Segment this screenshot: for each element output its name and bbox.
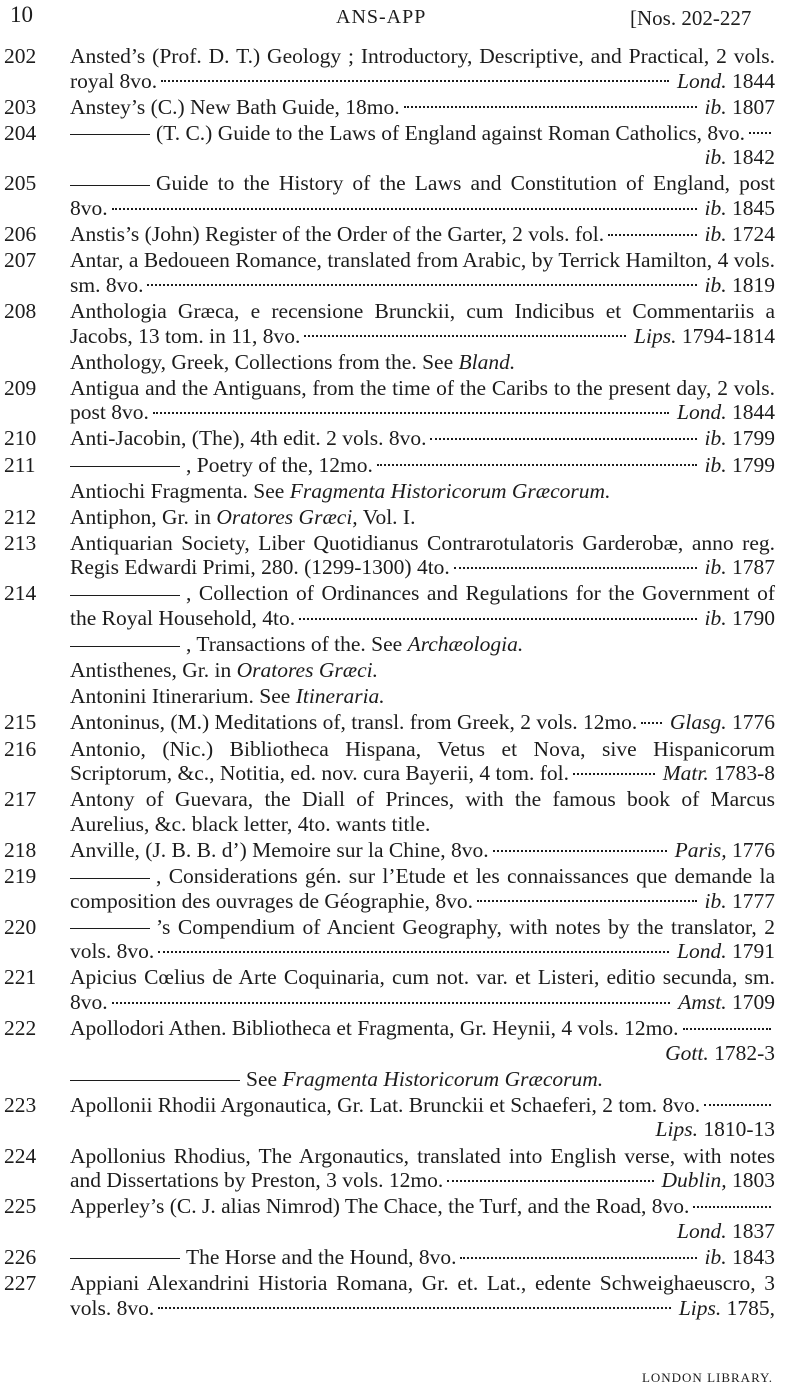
entry-number: 207 bbox=[4, 248, 37, 273]
entry-body bbox=[70, 222, 775, 247]
dot-leader bbox=[404, 106, 697, 108]
entry-text: Anthologia Græca, e recensione Brunckii, cum Indicibus et Commentariis a Jacobs, 13 tom. in 11, 8vo. bbox=[70, 298, 775, 348]
running-title: ANS-APP bbox=[336, 6, 427, 28]
imprint-year: 1807 bbox=[732, 94, 775, 119]
cross-reference: Oratores Græci. bbox=[236, 658, 378, 683]
catalogue-entry bbox=[0, 299, 801, 348]
imprint-year: 1844 bbox=[732, 68, 775, 93]
catalogue-entry bbox=[0, 632, 801, 657]
entry-number: 225 bbox=[4, 1194, 37, 1219]
imprint-year: 1843 bbox=[732, 1244, 775, 1269]
imprint-year: 1785, bbox=[726, 1295, 775, 1320]
catalogue-entry bbox=[0, 426, 801, 451]
imprint-year: 1790 bbox=[732, 606, 775, 631]
entry-body bbox=[70, 1016, 775, 1065]
imprint bbox=[705, 1245, 775, 1270]
imprint bbox=[656, 1117, 775, 1142]
imprint-year: 1776 bbox=[732, 710, 775, 735]
catalogue-entry bbox=[0, 915, 801, 964]
imprint-place: ib. bbox=[704, 888, 727, 913]
imprint bbox=[705, 453, 775, 478]
cross-reference: Itineraria. bbox=[295, 684, 385, 709]
cross-reference: Oratores Græci, bbox=[216, 504, 358, 529]
ditto-rule bbox=[70, 185, 150, 186]
entry-number: 215 bbox=[4, 710, 37, 735]
imprint bbox=[634, 324, 775, 349]
dot-leader bbox=[477, 900, 696, 902]
catalogue-entry bbox=[0, 1144, 801, 1193]
ditto-rule bbox=[70, 1080, 240, 1081]
entry-text: (T. C.) Guide to the Laws of England against Roman Catholics, 8vo. bbox=[156, 120, 745, 145]
dot-leader bbox=[447, 1180, 653, 1182]
imprint-place: ib. bbox=[704, 196, 727, 221]
dot-leader bbox=[641, 722, 662, 724]
ditto-rule bbox=[70, 595, 180, 596]
catalogue-entry bbox=[0, 1093, 801, 1142]
entry-text: , Poetry of the, 12mo. bbox=[186, 452, 373, 477]
imprint-place: Amst. bbox=[678, 989, 727, 1014]
entry-text: Antoninus, (M.) Meditations of, transl. from Greek, 2 vols. 12mo. bbox=[70, 710, 638, 735]
imprint-year: 1810-13 bbox=[703, 1117, 775, 1142]
dot-leader bbox=[158, 1307, 671, 1309]
imprint-place: Dublin, bbox=[661, 1168, 727, 1193]
entry-text: , Considerations gén. sur l’Etude et les connaissances que demande la composition des ouvrages de Géographie, 8vo. bbox=[70, 864, 775, 913]
dot-leader bbox=[460, 1257, 696, 1259]
entry-text: Antonini Itinerarium. See bbox=[70, 684, 291, 709]
imprint bbox=[678, 990, 775, 1015]
entry-body bbox=[70, 864, 775, 913]
entry-text: Antiphon, Gr. in bbox=[70, 504, 211, 529]
dot-leader bbox=[693, 1206, 771, 1208]
catalogue-entry bbox=[0, 838, 801, 863]
imprint-year: 1791 bbox=[732, 939, 775, 964]
imprint-place: Lond. bbox=[677, 939, 727, 964]
catalogue-entry bbox=[0, 95, 801, 120]
imprint-place: Lond. bbox=[677, 68, 727, 93]
imprint-place: ib. bbox=[704, 222, 727, 247]
imprint-place: Glasg. bbox=[669, 710, 727, 735]
entry-text: Ansted’s (Prof. D. T.) Geology ; Introductory, Descriptive, and Practical, 2 vols. royal 8vo. bbox=[70, 44, 775, 93]
imprint-year: 1794-1814 bbox=[681, 323, 775, 348]
entry-body bbox=[70, 299, 775, 348]
entry-text: Anville, (J. B. B. d’) Memoire sur la Chine, 8vo. bbox=[70, 837, 489, 862]
entry-number: 210 bbox=[4, 426, 37, 451]
entry-body bbox=[70, 838, 775, 863]
dot-leader bbox=[749, 132, 771, 134]
imprint-year: 1799 bbox=[732, 452, 775, 477]
entry-number: 219 bbox=[4, 864, 37, 888]
imprint bbox=[665, 1041, 775, 1066]
catalogue-entry bbox=[0, 531, 801, 580]
entry-body bbox=[70, 531, 775, 580]
entry-number: 223 bbox=[4, 1092, 37, 1117]
entry-number: 211 bbox=[4, 452, 36, 477]
dot-leader bbox=[573, 773, 655, 775]
imprint-year: 1844 bbox=[732, 400, 775, 425]
cross-reference: Fragmenta Historicorum Græcorum. bbox=[289, 478, 611, 503]
imprint bbox=[705, 95, 775, 120]
entry-text: Guide to the History of the Laws and Constitution of England, post 8vo. bbox=[70, 171, 775, 221]
dot-leader bbox=[161, 80, 669, 82]
imprint bbox=[663, 761, 775, 786]
imprint bbox=[679, 1296, 775, 1321]
entry-text: Apicius Cœlius de Arte Coquinaria, cum not. var. et Listeri, editio secunda, sm. 8vo. bbox=[70, 965, 775, 1014]
imprint-place: ib. bbox=[704, 94, 727, 119]
entry-number: 221 bbox=[4, 965, 37, 990]
catalogue-entry bbox=[0, 248, 801, 297]
catalogue-entry bbox=[0, 350, 801, 375]
imprint bbox=[677, 939, 775, 964]
imprint-place: Gott. bbox=[665, 1040, 709, 1065]
imprint bbox=[705, 196, 775, 221]
dot-leader bbox=[377, 464, 697, 466]
catalogue-entry bbox=[0, 737, 801, 786]
entry-number: 226 bbox=[4, 1244, 37, 1269]
imprint bbox=[677, 69, 775, 94]
entry-body bbox=[70, 426, 775, 451]
entry-text: Antisthenes, Gr. in bbox=[70, 658, 232, 683]
ditto-rule bbox=[70, 466, 180, 467]
catalogue-entry bbox=[0, 1271, 801, 1320]
entry-text: The Horse and the Hound, 8vo. bbox=[186, 1244, 457, 1269]
library-stamp: LONDON LIBRARY. bbox=[641, 1370, 773, 1385]
catalogue-entry bbox=[0, 864, 801, 913]
entry-body bbox=[70, 479, 775, 504]
entry-body bbox=[70, 376, 775, 425]
ditto-rule bbox=[70, 1258, 180, 1259]
entry-text: Antar, a Bedoueen Romance, translated from Arabic, by Terrick Hamilton, 4 vols. sm. 8vo. bbox=[70, 248, 775, 297]
ditto-rule bbox=[70, 928, 150, 929]
entry-body bbox=[70, 710, 775, 735]
imprint-place: ib. bbox=[704, 606, 727, 631]
entry-text: Antiquarian Society, Liber Quotidianus Contrarotulatoris Garderobæ, anno reg. Regis Edwardi Primi, 280. (1299-1300) 4to. bbox=[70, 530, 775, 580]
catalogue-entry bbox=[0, 1067, 801, 1092]
cross-reference: Archæologia. bbox=[407, 632, 524, 657]
entry-body bbox=[70, 787, 775, 836]
entry-text: Anstis’s (John) Register of the Order of the Garter, 2 vols. fol. bbox=[70, 222, 605, 247]
entry-body bbox=[70, 44, 775, 93]
dot-leader bbox=[608, 234, 696, 236]
entry-number: 209 bbox=[4, 375, 37, 400]
catalogue-entry bbox=[0, 171, 801, 220]
entry-text: Anstey’s (C.) New Bath Guide, 18mo. bbox=[70, 94, 400, 119]
imprint-year: 1837 bbox=[732, 1218, 775, 1243]
entry-number: 220 bbox=[4, 914, 37, 939]
dot-leader bbox=[153, 412, 669, 414]
entry-number: 222 bbox=[4, 1016, 37, 1041]
entry-body bbox=[70, 350, 775, 375]
entry-text: , Transactions of the. See bbox=[186, 632, 403, 657]
imprint-place: ib. bbox=[704, 145, 727, 170]
imprint-place: ib. bbox=[704, 452, 727, 477]
entry-tail: Vol. I. bbox=[362, 504, 416, 529]
dot-leader bbox=[683, 1028, 772, 1030]
imprint bbox=[705, 222, 775, 247]
imprint-place: Matr. bbox=[662, 761, 709, 786]
imprint-place: Lips. bbox=[678, 1295, 722, 1320]
catalogue-entry bbox=[0, 710, 801, 735]
catalogue-entry bbox=[0, 658, 801, 683]
entry-body bbox=[70, 1271, 775, 1320]
entry-text: ’s Compendium of Ancient Geography, with notes by the translator, 2 vols. 8vo. bbox=[70, 914, 775, 964]
imprint-year: 1777 bbox=[732, 888, 775, 913]
entry-body bbox=[70, 965, 775, 1014]
entry-text: Antony of Guevara, the Diall of Princes, with the famous book of Marcus Aurelius, &c. black letter, 4to. wants title. bbox=[70, 787, 775, 836]
entry-body bbox=[70, 658, 775, 683]
imprint-place: Lond. bbox=[677, 1218, 727, 1243]
entry-text: Apollonius Rhodius, The Argonautics, translated into English verse, with notes and Dissertations by Preston, 3 vols. 12mo. bbox=[70, 1143, 775, 1193]
entry-range: [Nos. 202-227 bbox=[630, 6, 752, 30]
entry-body bbox=[70, 248, 775, 297]
imprint-place: Lips. bbox=[634, 323, 677, 348]
catalogue-entry bbox=[0, 222, 801, 247]
dot-leader bbox=[304, 335, 626, 337]
catalogue-entry bbox=[0, 453, 801, 478]
entry-number: 204 bbox=[4, 120, 37, 145]
entry-body bbox=[70, 505, 775, 530]
entry-number: 217 bbox=[4, 787, 37, 812]
dot-leader bbox=[493, 850, 667, 852]
dot-leader bbox=[147, 284, 696, 286]
catalogue-entries bbox=[0, 44, 801, 1322]
imprint bbox=[670, 710, 775, 735]
imprint-year: 1783-8 bbox=[714, 761, 775, 786]
entry-number: 212 bbox=[4, 504, 37, 529]
dot-leader bbox=[704, 1104, 771, 1106]
ditto-rule bbox=[70, 134, 150, 135]
imprint-year: 1709 bbox=[732, 989, 775, 1014]
entry-number: 202 bbox=[4, 44, 37, 68]
cross-reference: Fragmenta Historicorum Græcorum. bbox=[282, 1066, 604, 1091]
dot-leader bbox=[112, 208, 697, 210]
imprint bbox=[677, 400, 775, 425]
entry-body bbox=[70, 684, 775, 709]
dot-leader bbox=[112, 1002, 671, 1004]
entry-body bbox=[70, 1245, 775, 1270]
cross-reference: Bland. bbox=[458, 349, 516, 374]
entry-body bbox=[70, 1194, 775, 1243]
dot-leader bbox=[454, 567, 697, 569]
dot-leader bbox=[430, 438, 696, 440]
catalogue-entry bbox=[0, 1194, 801, 1243]
entry-number: 218 bbox=[4, 837, 37, 862]
imprint bbox=[705, 606, 775, 631]
entry-body bbox=[70, 1093, 775, 1142]
running-header bbox=[0, 0, 801, 40]
entry-body bbox=[70, 1067, 775, 1092]
dot-leader bbox=[158, 951, 669, 953]
entry-body bbox=[70, 121, 775, 170]
entry-text: See bbox=[246, 1066, 278, 1091]
imprint bbox=[675, 838, 775, 863]
entry-text: Anthology, Greek, Collections from the. See bbox=[70, 349, 454, 374]
imprint-year: 1776 bbox=[732, 837, 775, 862]
catalogue-entry bbox=[0, 121, 801, 170]
catalogue-entry bbox=[0, 44, 801, 93]
imprint bbox=[677, 1219, 775, 1244]
catalogue-entry bbox=[0, 1245, 801, 1270]
entry-text: Apperley’s (C. J. alias Nimrod) The Chace, the Turf, and the Road, 8vo. bbox=[70, 1194, 690, 1219]
entry-text: Appiani Alexandrini Historia Romana, Gr. et. Lat., edente Schweighaeuscro, 3 vols. 8vo. bbox=[70, 1271, 775, 1320]
ditto-rule bbox=[70, 878, 150, 879]
catalogue-entry bbox=[0, 505, 801, 530]
imprint-year: 1782-3 bbox=[714, 1040, 775, 1065]
entry-body bbox=[70, 632, 775, 657]
imprint bbox=[705, 889, 775, 914]
imprint-year: 1787 bbox=[732, 555, 775, 580]
imprint bbox=[705, 145, 775, 170]
entry-body bbox=[70, 737, 775, 786]
entry-number: 224 bbox=[4, 1143, 37, 1168]
catalogue-entry bbox=[0, 1016, 801, 1065]
page-number: 10 bbox=[10, 2, 33, 27]
entry-body bbox=[70, 453, 775, 478]
entry-number: 208 bbox=[4, 298, 37, 323]
entry-text: Apollodori Athen. Bibliotheca et Fragmenta, Gr. Heynii, 4 vols. 12mo. bbox=[70, 1016, 679, 1041]
imprint-place: ib. bbox=[704, 272, 727, 297]
imprint bbox=[705, 426, 775, 451]
imprint-place: Lond. bbox=[677, 400, 727, 425]
catalogue-entry bbox=[0, 684, 801, 709]
imprint-year: 1724 bbox=[732, 222, 775, 247]
imprint-year: 1845 bbox=[732, 196, 775, 221]
entry-body bbox=[70, 1144, 775, 1193]
ditto-rule bbox=[70, 646, 180, 647]
imprint bbox=[705, 555, 775, 580]
entry-text: Antiochi Fragmenta. See bbox=[70, 478, 285, 503]
entry-text: Anti-Jacobin, (The), 4th edit. 2 vols. 8vo. bbox=[70, 426, 427, 451]
entry-number: 206 bbox=[4, 222, 37, 247]
catalogue-entry bbox=[0, 581, 801, 630]
entry-text: , Collection of Ordinances and Regulations for the Government of the Royal Household, 4to. bbox=[70, 581, 775, 631]
entry-text: Apollonii Rhodii Argonautica, Gr. Lat. Brunckii et Schaeferi, 2 tom. 8vo. bbox=[70, 1092, 701, 1117]
entry-number: 216 bbox=[4, 736, 37, 761]
imprint bbox=[662, 1168, 775, 1193]
entry-body bbox=[70, 581, 775, 630]
imprint-year: 1803 bbox=[732, 1168, 775, 1193]
entry-text: Antigua and the Antiguans, from the time of the Caribs to the present day, 2 vols. post 8vo. bbox=[70, 375, 775, 425]
imprint-year: 1819 bbox=[732, 272, 775, 297]
entry-number: 227 bbox=[4, 1271, 37, 1295]
entry-text: Antonio, (Nic.) Bibliotheca Hispana, Vetus et Nova, sive Hispanicorum Scriptorum, &c., Notitia, ed. nov. cura Bayerii, 4 tom. fol. bbox=[70, 736, 775, 786]
catalogue-entry bbox=[0, 965, 801, 1014]
imprint-place: Paris, bbox=[674, 837, 727, 862]
dot-leader bbox=[299, 618, 696, 620]
imprint bbox=[705, 273, 775, 298]
imprint-place: ib. bbox=[704, 555, 727, 580]
entry-number: 214 bbox=[4, 581, 37, 606]
entry-number: 205 bbox=[4, 171, 37, 196]
imprint-place: ib. bbox=[704, 1244, 727, 1269]
imprint-year: 1842 bbox=[732, 145, 775, 170]
catalogue-entry bbox=[0, 376, 801, 425]
entry-body bbox=[70, 95, 775, 120]
entry-body bbox=[70, 915, 775, 964]
entry-number: 213 bbox=[4, 530, 37, 555]
entry-body bbox=[70, 171, 775, 220]
imprint-year: 1799 bbox=[732, 426, 775, 451]
catalogue-entry bbox=[0, 479, 801, 504]
catalogue-entry bbox=[0, 787, 801, 836]
entry-number: 203 bbox=[4, 94, 37, 119]
imprint-place: ib. bbox=[704, 426, 727, 451]
imprint-place: Lips. bbox=[655, 1117, 698, 1142]
